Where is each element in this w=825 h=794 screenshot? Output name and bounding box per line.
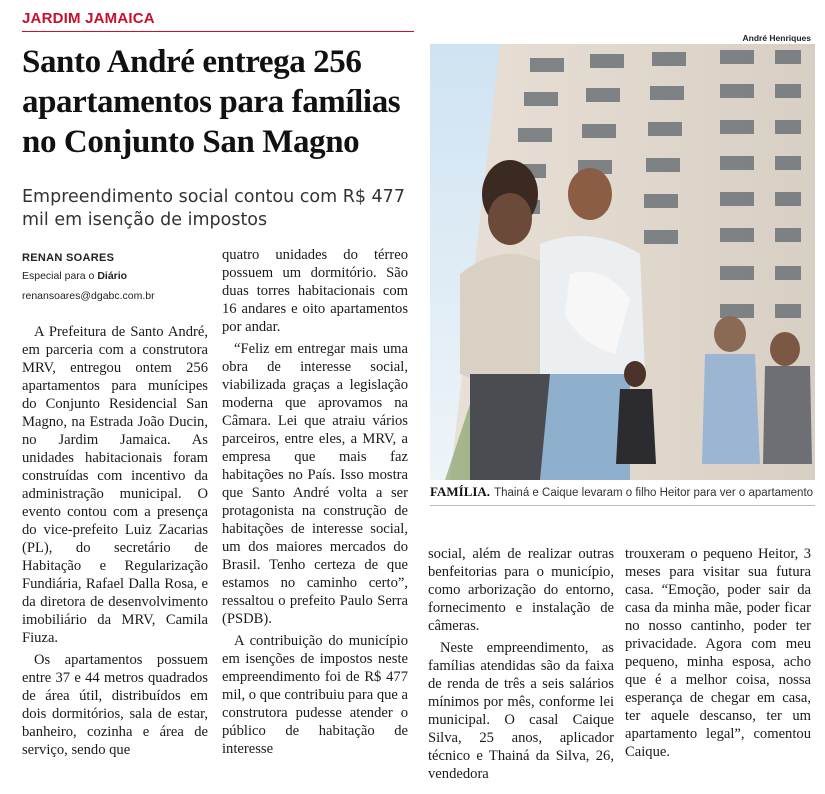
- caption-text: Thainá e Caique levaram o filho Heitor para ver o apartamento: [494, 487, 814, 499]
- photo-credit: André Henriques: [742, 33, 811, 43]
- paragraph: A Prefeitura de Santo André, em parceria com a construtora MRV, entregou ontem 256 apartamentos para munícipes do Conjunto Residencial San Magno, na Estrada João Ducin, no Jardim Jamaica. As unidades habitacionais foram construídas com incentivo da administração municipal. O evento contou com a presença do vice-prefeito Luiz Zacarias (PL), do secretário de Habitação e Regularização Fundiária, Rafael Dalla Rosa, e da diretora de desenvolvimento imobiliário da MRV, Camila Fiuza.: [22, 324, 208, 646]
- body-column-1: [22, 323, 208, 759]
- author-role-outlet: Diário: [97, 270, 128, 282]
- body-column-2: [222, 246, 408, 758]
- news-photo: [430, 44, 815, 480]
- caption-lead: FAMÍLIA.: [430, 484, 491, 499]
- section-rule: [22, 31, 414, 32]
- paragraph: quatro unidades do térreo possuem um dormitório. São duas torres habitacionais com 16 andares e oito apartamentos por andar.: [222, 247, 408, 335]
- author-role: [22, 270, 127, 282]
- photo-caption: [430, 484, 820, 500]
- paragraph: social, além de realizar outras benfeitorias para o município, como arborização do entorno, fornecimento e instalação de câmeras.: [428, 546, 614, 634]
- body-column-4: [625, 545, 811, 761]
- paragraph: trouxeram o pequeno Heitor, 3 meses para visitar sua futura casa. “Emoção, poder sair da casa da minha mãe, poder ficar no nosso cantinho, poder ter privacidade. Agora com meu pequeno, minha esposa, acho que é a melhor coisa, nossa esperança de chegar em casa, ter aquele descanso, ter um apartamento legal”, comentou Caique.: [625, 546, 811, 760]
- body-column-3: [428, 545, 614, 783]
- caption-rule: [430, 505, 815, 506]
- headline: Santo André entrega 256 apartamentos para famílias no Conjunto San Magno: [22, 44, 401, 160]
- section-label: JARDIM JAMAICA: [22, 10, 155, 27]
- author-email[interactable]: renansoares@dgabc.com.br: [22, 290, 155, 302]
- paragraph: “Feliz em entregar mais uma obra de interesse social, viabilizada graças a legislação moderna que aprovamos na Câmara. Lei que atraiu vários parceiros, entre eles, a MRV, a empresa que mais faz habitações no País. Isso mostra que Santo André volta a ser protagonista na construção de habitações de interesse social, um dos maiores mercados do Brasil. Tenho certeza de que estamos no caminho certo”, ressaltou o prefeito Paulo Serra (PSDB).: [222, 341, 408, 627]
- author-name: RENAN SOARES: [22, 252, 115, 264]
- paragraph: Os apartamentos possuem entre 37 e 44 metros quadrados de área útil, distribuídos em dois dormitórios, sala de estar, banheiro, cozinha e área de serviço, sendo que: [22, 652, 208, 758]
- paragraph: A contribuição do município em isenções de impostos neste empreendimento foi de R$ 477 mil, o que contribuiu para que a construtora pudesse atender o público de habitação de interesse: [222, 633, 409, 757]
- author-role-prefix: Especial para o: [22, 270, 95, 282]
- paragraph: Neste empreendimento, as famílias atendidas são da faixa de renda de três a seis salários mínimos por mês, conforme lei municipal. O casal Caique Silva, 25 anos, aplicador técnico e Thainá da Silva, 26, vendedora: [428, 640, 614, 782]
- subtitle: Empreendimento social contou com R$ 477 mil em isenção de impostos: [22, 187, 405, 230]
